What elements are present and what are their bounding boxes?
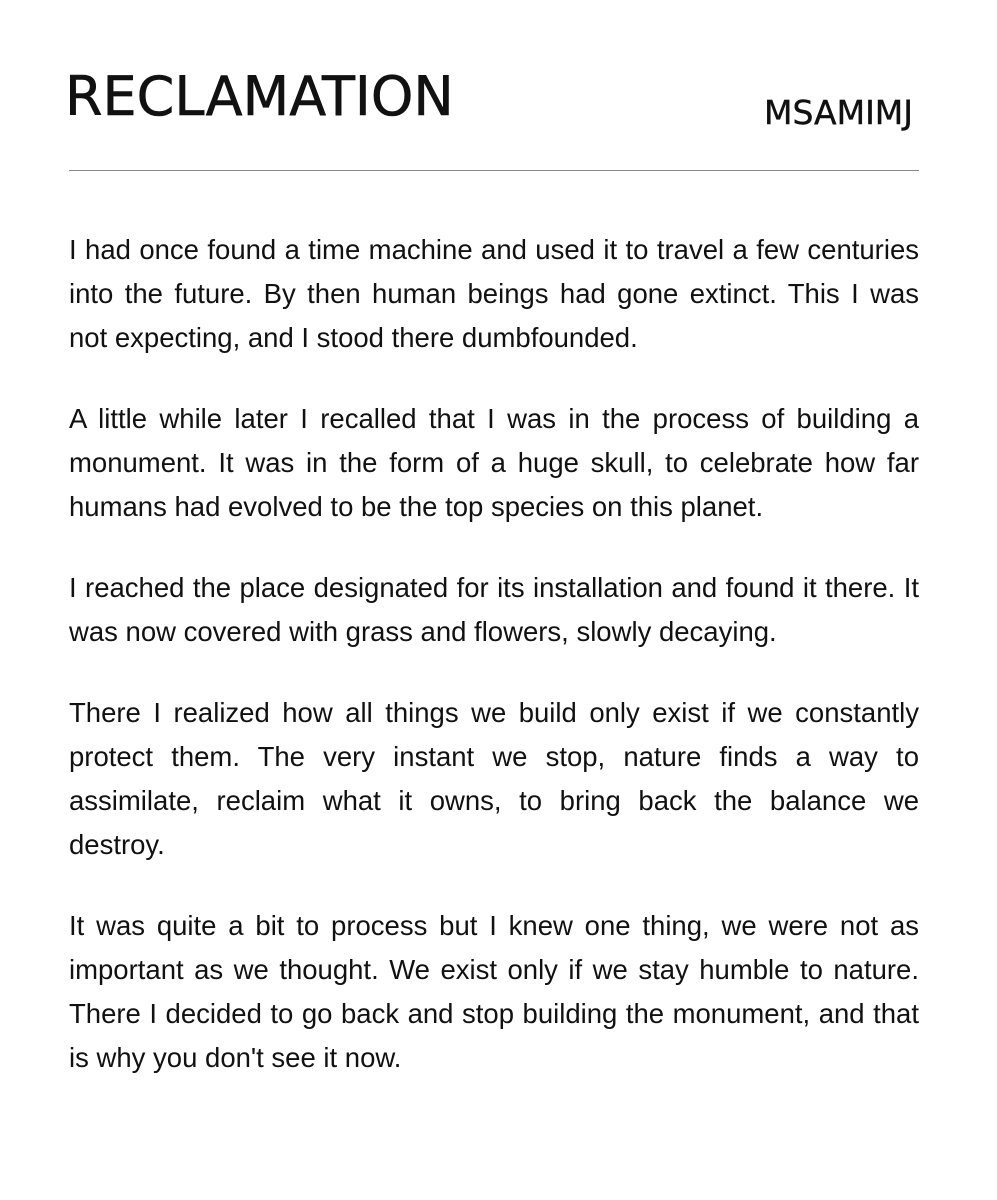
author-name: MSAMIMJ [763,93,913,132]
page [65,0,919,1073]
paragraph-4: There I realized how all things we build only exist if we constantly protect them. The very instant we stop, nature finds a way to assimilate, reclaim what it owns, to bring back the balance we destroy. [69,697,919,860]
story-body [69,228,919,1080]
paragraph-3: I reached the place designated for its installation and found it there. It was now covered with grass and flowers, slowly decaying. [69,572,919,647]
paragraph-1: I had once found a time machine and used it to travel a few centuries into the future. By then human beings had gone extinct. This I was not expecting, and I stood there dumbfounded. [69,234,919,353]
paragraph-2: A little while later I recalled that I was in the process of building a monument. It was in the form of a huge skull, to celebrate how far humans had evolved to be the top species on this planet. [69,403,919,522]
header [65,0,919,171]
story-title: RECLAMATION [65,65,454,128]
paragraph-5: It was quite a bit to process but I knew one thing, we were not as important as we thought. We exist only if we stay humble to nature. There I decided to go back and stop building the monument, and that is why you don't see it now. [69,910,919,1073]
